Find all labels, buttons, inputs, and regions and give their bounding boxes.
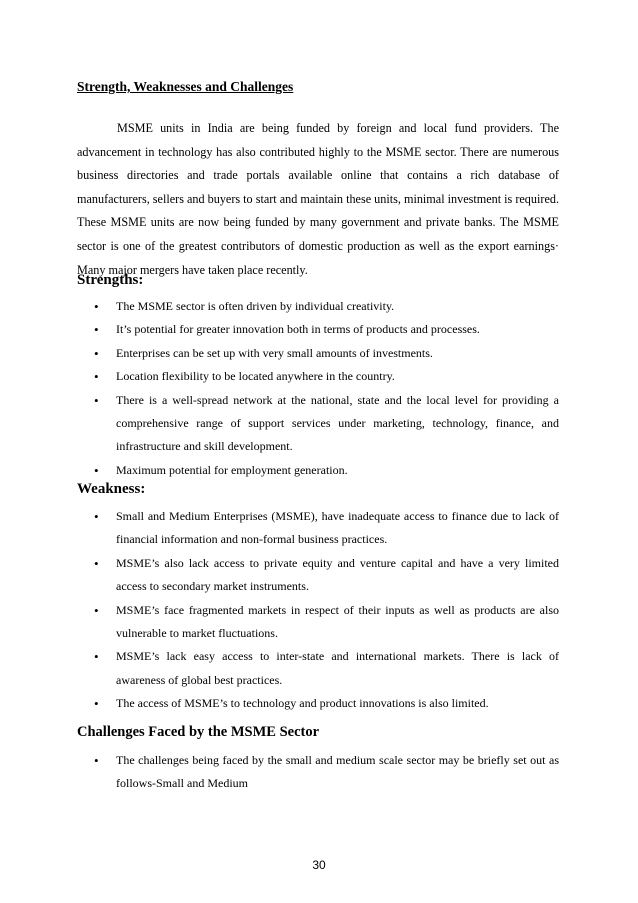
weakness-heading: Weakness: [77,481,146,497]
list-item: • The MSME sector is often driven by individual creativity. [77,295,559,318]
bullet-icon: • [94,369,99,385]
list-item: • It’s potential for greater innovation both in terms of products and processes. [77,318,559,341]
bullet-icon: • [94,509,99,524]
bullet-icon: • [94,602,99,618]
bullet-icon: • [94,299,99,314]
list-item: • Maximum potential for employment generation. [77,459,559,482]
challenges-heading: Challenges Faced by the MSME Sector [77,724,320,740]
list-item: • MSME’s also lack access to private equity and venture capital and have a very limited access to secondary market instruments. [77,552,559,599]
bullet-icon: • [94,462,99,478]
challenges-list [77,749,559,796]
list-item: • MSME’s lack easy access to inter-state and international markets. There is lack of awareness of global best practices. [77,645,559,692]
bullet-icon: • [94,696,99,712]
bullet-icon: • [94,649,99,665]
strengths-heading: Strengths: [77,272,144,288]
list-item: • The challenges being faced by the small and medium scale sector may be briefly set out as follows-Small and Medium [77,749,559,796]
bullet-icon: • [94,392,99,408]
weakness-list [77,505,559,716]
list-item: • Location flexibility to be located anywhere in the country. [77,365,559,388]
list-item: • Small and Medium Enterprises (MSME), have inadequate access to finance due to lack of financial information and non-formal business practices. [77,505,559,552]
list-item: • There is a well-spread network at the national, state and the local level for providing a comprehensive range of support services under marketing, technology, finance, and infrastructure and skill development. [77,389,559,459]
bullet-icon: • [94,753,99,768]
list-item: • Enterprises can be set up with very small amounts of investments. [77,342,559,365]
list-item: • MSME’s face fragmented markets in respect of their inputs as well as products are also vulnerable to market fluctuations. [77,599,559,646]
page-number: 30 [312,858,326,872]
bullet-icon: • [94,345,99,361]
bullet-icon: • [94,322,99,338]
bullet-icon: • [94,555,99,571]
strengths-list [77,295,559,482]
list-item: • The access of MSME’s to technology and product innovations is also limited. [77,692,559,715]
intro-paragraph: MSME units in India are being funded by foreign and local fund providers. The advancement in technology has also contributed highly to the MSME sector. There are numerous business directories and trade portals available online that contains a rich database of manufacturers, sellers and buyers to start and maintain these units, minimal investment is required. These MSME units are now being funded by many government and private banks. The MSME sector is one of the greatest contributors of domestic production as well as the export earnings· Many major mergers have taken place recently. [77,121,559,277]
section-title: Strength, Weaknesses and Challenges [77,79,294,94]
